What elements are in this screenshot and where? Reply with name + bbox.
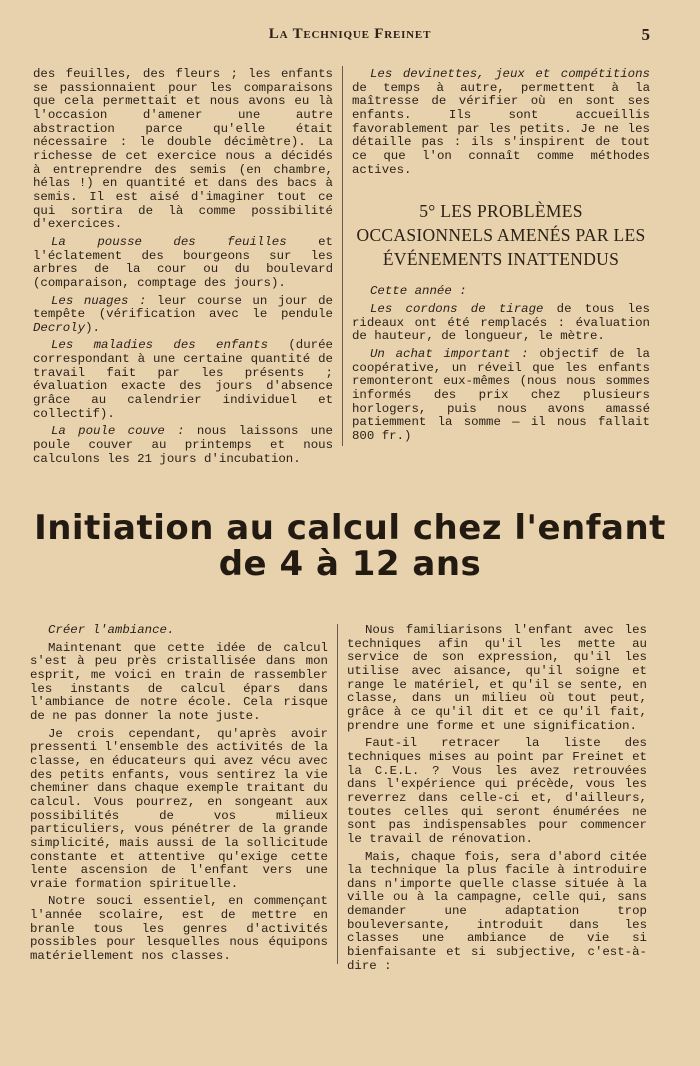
italic-label: Les nuages : [51, 293, 147, 308]
running-head [0, 26, 700, 46]
paragraph: Maintenant que cette idée de calcul s'est à peu près cristallisée dans mon esprit, me voici en train de rassembler les instants de calcul épars dans l'ambiance de notre école. Cela risque de ne pas donner la note juste. [30, 640, 328, 723]
italic-label: Les devinettes, jeux et compétitions [370, 67, 650, 81]
column-divider [342, 66, 343, 446]
section-number: 5° [419, 201, 436, 222]
article-title [20, 510, 680, 582]
paragraph-text: (durée correspondant à une certaine quantité de travail fait par les présents ; évaluation exacte des jours d'absence grâce au calendrier individuel et collectif). [33, 338, 333, 421]
italic-label: Un achat important : [370, 346, 529, 361]
paragraph-text: leur course un jour de tempête (vérification avec le pendule [33, 293, 333, 322]
journal-name: La Technique Freinet [268, 26, 432, 42]
paragraph-text: ). [85, 320, 100, 335]
article-title-line: Initiation au calcul chez l'enfant [34, 508, 666, 548]
italic-label: La poule couve : [51, 424, 185, 439]
bottom-right-column [347, 624, 647, 977]
bottom-left-column [30, 624, 328, 968]
paragraph: Nous familiarisons l'enfant avec les techniques afin qu'il les mette au service de son expression, qu'il les utilise avec aisance, qu'il soigne et range le matériel, et qu'il se sente, en classe, dans un milieu où tout peut, grâce à ce qu'il dit et ce qu'il fait, prendre une forme et une signification. [347, 623, 647, 733]
paragraph-text: objectif de la coopérative, un réveil que les enfants remonteront eux-mêmes (nous nous sommes informés des prix chez plusieurs horlogers, puis nous avons amassé patiemment la somme — il nous fallait 800 fr.) [352, 346, 650, 443]
paragraph: Faut-il retracer la liste des techniques mises au point par Freinet et la C.E.L. ? Vous les avez retrouvées dans l'expérience qui précède, vous les reverrez dans celle-ci et, d'ailleurs, toutes celles qui seront énumérées ne sont pas indispensables pour commencer le travail de rénovation. [347, 736, 647, 846]
column-divider [337, 624, 338, 964]
paragraph [33, 236, 333, 291]
paragraph: Notre souci essentiel, en commençant l'année scolaire, est de mettre en branle tous les genres d'activités possibles pour lesquelles nous équipons matériellement nos classes. [30, 894, 328, 964]
section-title: LES PROBLÈMES OCCASIONNELS AMENÉS PAR LES ÉVÉNEMENTS INATTENDUS [356, 201, 646, 270]
paragraph-text: nous laissons une poule couver au printemps et nous calculons les 21 jours d'incubation. [33, 424, 333, 466]
subheading: Créer l'ambiance. [48, 623, 175, 637]
italic-label: Les cordons de tirage [370, 301, 544, 316]
italic-label: La pousse des feuilles [51, 234, 287, 249]
paragraph [33, 339, 333, 421]
paragraph: Mais, chaque fois, sera d'abord citée la technique la plus facile à introduire dans n'importe quelle classe située à la ville ou à la campagne, celle qui, sans demander une adaptation trop bouleversante, introduit dans les classes une ambiance de vie si bienfaisante et si subjective, c'est-à-dire : [347, 849, 647, 973]
italic-intro: Cette année : [370, 284, 467, 299]
section-heading [352, 199, 650, 271]
paragraph [352, 68, 650, 177]
paragraph [352, 303, 650, 344]
paragraph [352, 348, 650, 444]
paragraph: Je crois cependant, qu'après avoir pressenti l'ensemble des activités de la classe, en éducateurs qui avez vécu avec des petits enfants, vous sentirez la vie cheminer dans chaque exemple traitant du calcul. Vous pourrez, en songeant aux possibilités de vos milieux particuliers, vous pénétrer de la grande simplicité, mais aussi de la sollicitude constante et attentive qu'exige cette lente ascension de l'enfant vers une vraie formation spirituelle. [30, 726, 328, 891]
paragraph: des feuilles, des fleurs ; les enfants se passionnaient pour les comparaisons que cela permettait et nous avons eu là l'occasion d'amener une autre abstraction parce qu'elle était nécessaire : le double décimètre). La richesse de cet exercice nous a décidés à entreprendre des semis (en chambre, hélas !) en quantité et dans des bacs à semis. Il est aisé d'imaginer tout ce qui sortira de là comme possibilité d'exercices. [33, 67, 333, 232]
article-title-line: de 4 à 12 ans [218, 544, 482, 584]
page-number: 5 [641, 25, 650, 44]
italic-name: Decroly [33, 320, 86, 335]
paragraph-text: de tous les rideaux ont été remplacés : évaluation de hauteur, de longueur, le mètre. [352, 301, 650, 344]
paragraph-text: et l'éclatement des bourgeons sur les arbres de la cour ou du boulevard (comparaison, comptage des jours). [33, 234, 333, 290]
top-right-column [352, 68, 650, 447]
paragraph [33, 295, 333, 336]
italic-label: Les maladies des enfants [51, 338, 269, 353]
paragraph [33, 425, 333, 466]
paragraph-text: de temps à autre, permettent à la maîtresse de vérifier où en sont ses enfants. Ils sont accueillis favorablement par les petits. Je ne les détaille pas : ils s'inspirent de tout ce que l'on connaît comme méthodes actives. [352, 80, 650, 177]
top-left-column [33, 68, 333, 470]
